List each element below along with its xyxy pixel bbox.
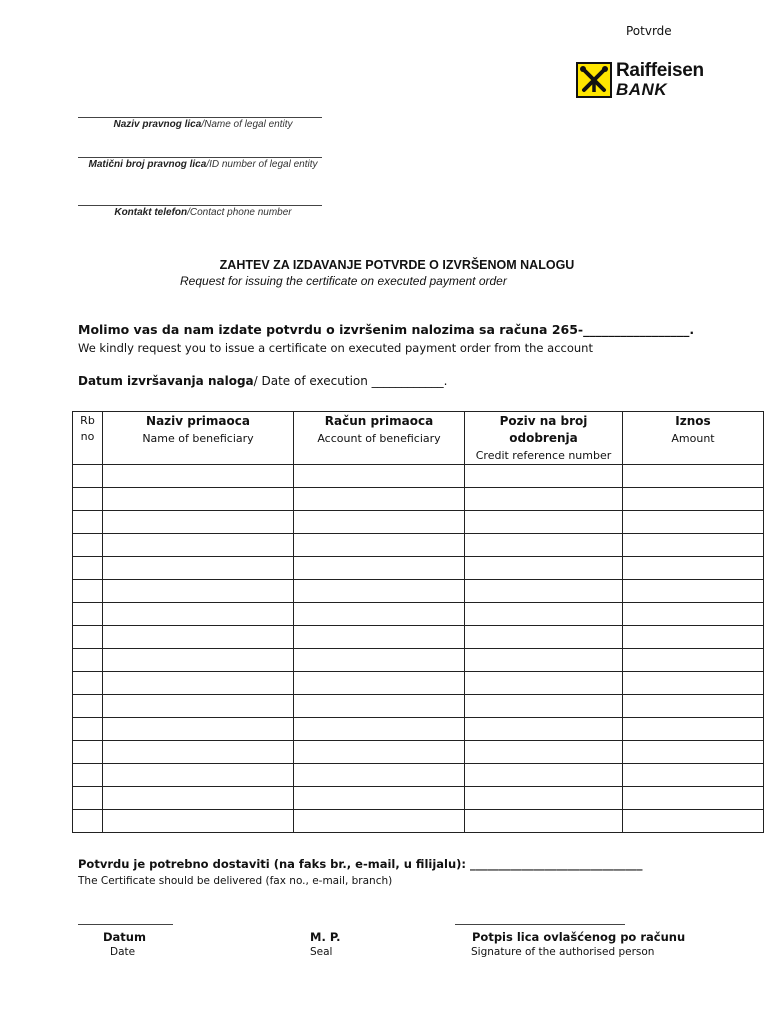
table-cell[interactable]	[103, 672, 294, 695]
table-cell[interactable]	[623, 603, 764, 626]
table-cell[interactable]	[623, 465, 764, 488]
date-label: Datum	[103, 930, 146, 944]
table-cell[interactable]	[103, 626, 294, 649]
table-cell[interactable]	[103, 810, 294, 833]
execution-date-field[interactable]: Datum izvršavanja naloga/ Date of execution ____________.	[78, 374, 448, 388]
table-cell[interactable]	[465, 465, 623, 488]
table-cell[interactable]	[103, 741, 294, 764]
seal-label: M. P.	[310, 930, 341, 944]
table-cell[interactable]	[294, 580, 465, 603]
seal-label-english: Seal	[310, 946, 333, 958]
legal-entity-name-label: Naziv pravnog lica/Name of legal entity	[113, 119, 293, 130]
table-cell[interactable]	[73, 557, 103, 580]
table-cell[interactable]	[465, 672, 623, 695]
column-header-credit-reference: Poziv na broj odobrenja Credit reference number	[465, 412, 623, 465]
legal-entity-id-line[interactable]	[78, 157, 322, 158]
table-cell[interactable]	[465, 603, 623, 626]
table-row	[73, 488, 764, 511]
table-cell[interactable]	[73, 649, 103, 672]
table-cell[interactable]	[103, 787, 294, 810]
table-cell[interactable]	[465, 787, 623, 810]
authorised-signature-label-english: Signature of the authorised person	[471, 946, 655, 958]
table-cell[interactable]	[103, 488, 294, 511]
table-cell[interactable]	[623, 580, 764, 603]
table-cell[interactable]	[465, 580, 623, 603]
delivery-method-field[interactable]: Potvrdu je potrebno dostaviti (na faks br., e-mail, u filijalu): ______________________________	[78, 857, 643, 871]
column-header-beneficiary-name: Naziv primaoca Name of beneficiary	[103, 412, 294, 465]
table-cell[interactable]	[623, 718, 764, 741]
table-cell[interactable]	[73, 603, 103, 626]
table-cell[interactable]	[294, 741, 465, 764]
contact-phone-label: Kontakt telefon/Contact phone number	[114, 207, 292, 218]
contact-phone-line[interactable]	[78, 205, 322, 206]
table-cell[interactable]	[294, 787, 465, 810]
table-cell[interactable]	[623, 626, 764, 649]
table-cell[interactable]	[465, 488, 623, 511]
table-row	[73, 626, 764, 649]
table-cell[interactable]	[465, 534, 623, 557]
table-cell[interactable]	[73, 511, 103, 534]
table-cell[interactable]	[465, 557, 623, 580]
delivery-method-english: The Certificate should be delivered (fax no., e-mail, branch)	[78, 875, 393, 887]
table-cell[interactable]	[294, 810, 465, 833]
table-cell[interactable]	[73, 626, 103, 649]
table-row	[73, 603, 764, 626]
request-text-english: We kindly request you to issue a certificate on executed payment order from the account	[78, 341, 593, 355]
table-cell[interactable]	[465, 695, 623, 718]
table-cell[interactable]	[623, 810, 764, 833]
column-header-beneficiary-account: Račun primaoca Account of beneficiary	[294, 412, 465, 465]
table-row	[73, 810, 764, 833]
table-row	[73, 511, 764, 534]
table-cell[interactable]	[623, 764, 764, 787]
corner-label: Potvrde	[626, 24, 672, 38]
raiffeisen-logo	[576, 60, 706, 102]
table-row	[73, 695, 764, 718]
table-cell[interactable]	[73, 534, 103, 557]
table-row	[73, 580, 764, 603]
table-row	[73, 672, 764, 695]
table-cell[interactable]	[294, 718, 465, 741]
table-cell[interactable]	[465, 626, 623, 649]
table-row	[73, 764, 764, 787]
table-cell[interactable]	[294, 695, 465, 718]
table-cell[interactable]	[73, 810, 103, 833]
legal-entity-id-label: Matični broj pravnog lica/ID number of legal entity	[88, 159, 318, 170]
table-cell[interactable]	[465, 718, 623, 741]
table-cell[interactable]	[294, 465, 465, 488]
table-row	[73, 534, 764, 557]
date-signature-line[interactable]	[78, 924, 173, 925]
table-cell[interactable]	[294, 764, 465, 787]
table-cell[interactable]	[103, 649, 294, 672]
table-cell[interactable]	[623, 557, 764, 580]
date-label-english: Date	[110, 946, 136, 958]
form-title: ZAHTEV ZA IZDAVANJE POTVRDE O IZVRŠENOM NALOGU	[219, 258, 575, 272]
table-cell[interactable]	[623, 649, 764, 672]
table-cell[interactable]	[103, 603, 294, 626]
authorised-signature-label: Potpis lica ovlašćenog po računu	[472, 930, 686, 944]
table-cell[interactable]	[294, 511, 465, 534]
table-cell[interactable]	[73, 787, 103, 810]
table-cell[interactable]	[294, 626, 465, 649]
table-cell[interactable]	[103, 534, 294, 557]
table-cell[interactable]	[465, 649, 623, 672]
column-header-amount: Iznos Amount	[623, 412, 764, 465]
table-cell[interactable]	[465, 741, 623, 764]
table-cell[interactable]	[103, 557, 294, 580]
table-cell[interactable]	[103, 511, 294, 534]
table-cell[interactable]	[103, 580, 294, 603]
table-row	[73, 741, 764, 764]
table-header-row	[73, 412, 764, 465]
table-cell[interactable]	[294, 649, 465, 672]
logo-text-raiffeisen: Raiffeisen	[616, 60, 704, 81]
table-row	[73, 649, 764, 672]
table-cell[interactable]	[623, 488, 764, 511]
table-cell[interactable]	[73, 488, 103, 511]
table-cell[interactable]	[623, 741, 764, 764]
table-row	[73, 557, 764, 580]
table-cell[interactable]	[103, 465, 294, 488]
payment-orders-table	[72, 411, 764, 833]
table-cell[interactable]	[73, 695, 103, 718]
table-cell[interactable]	[73, 764, 103, 787]
authorised-signature-line[interactable]	[455, 924, 625, 925]
table-cell[interactable]	[623, 534, 764, 557]
table-cell[interactable]	[294, 534, 465, 557]
table-cell[interactable]	[73, 741, 103, 764]
table-cell[interactable]	[103, 764, 294, 787]
table-cell[interactable]	[294, 488, 465, 511]
table-cell[interactable]	[465, 511, 623, 534]
table-cell[interactable]	[623, 672, 764, 695]
table-cell[interactable]	[465, 810, 623, 833]
table-cell[interactable]	[103, 718, 294, 741]
table-cell[interactable]	[73, 580, 103, 603]
raiffeisen-crossed-horses-icon	[576, 62, 612, 98]
form-subtitle: Request for issuing the certificate on executed payment order	[180, 274, 507, 288]
table-cell[interactable]	[294, 557, 465, 580]
table-cell[interactable]	[623, 695, 764, 718]
column-header-rb: Rb no	[73, 412, 103, 465]
legal-entity-name-line[interactable]	[78, 117, 322, 118]
table-cell[interactable]	[103, 695, 294, 718]
table-cell[interactable]	[465, 764, 623, 787]
table-row	[73, 465, 764, 488]
table-cell[interactable]	[294, 672, 465, 695]
table-cell[interactable]	[73, 718, 103, 741]
request-text: Molimo vas da nam izdate potvrdu o izvršenim nalozima sa računa 265-_________________.	[78, 322, 695, 337]
table-cell[interactable]	[623, 511, 764, 534]
table-cell[interactable]	[623, 787, 764, 810]
table-cell[interactable]	[73, 465, 103, 488]
table-cell[interactable]	[73, 672, 103, 695]
table-row	[73, 718, 764, 741]
logo-text-bank: BANK	[616, 80, 668, 99]
table-cell[interactable]	[294, 603, 465, 626]
table-row	[73, 787, 764, 810]
